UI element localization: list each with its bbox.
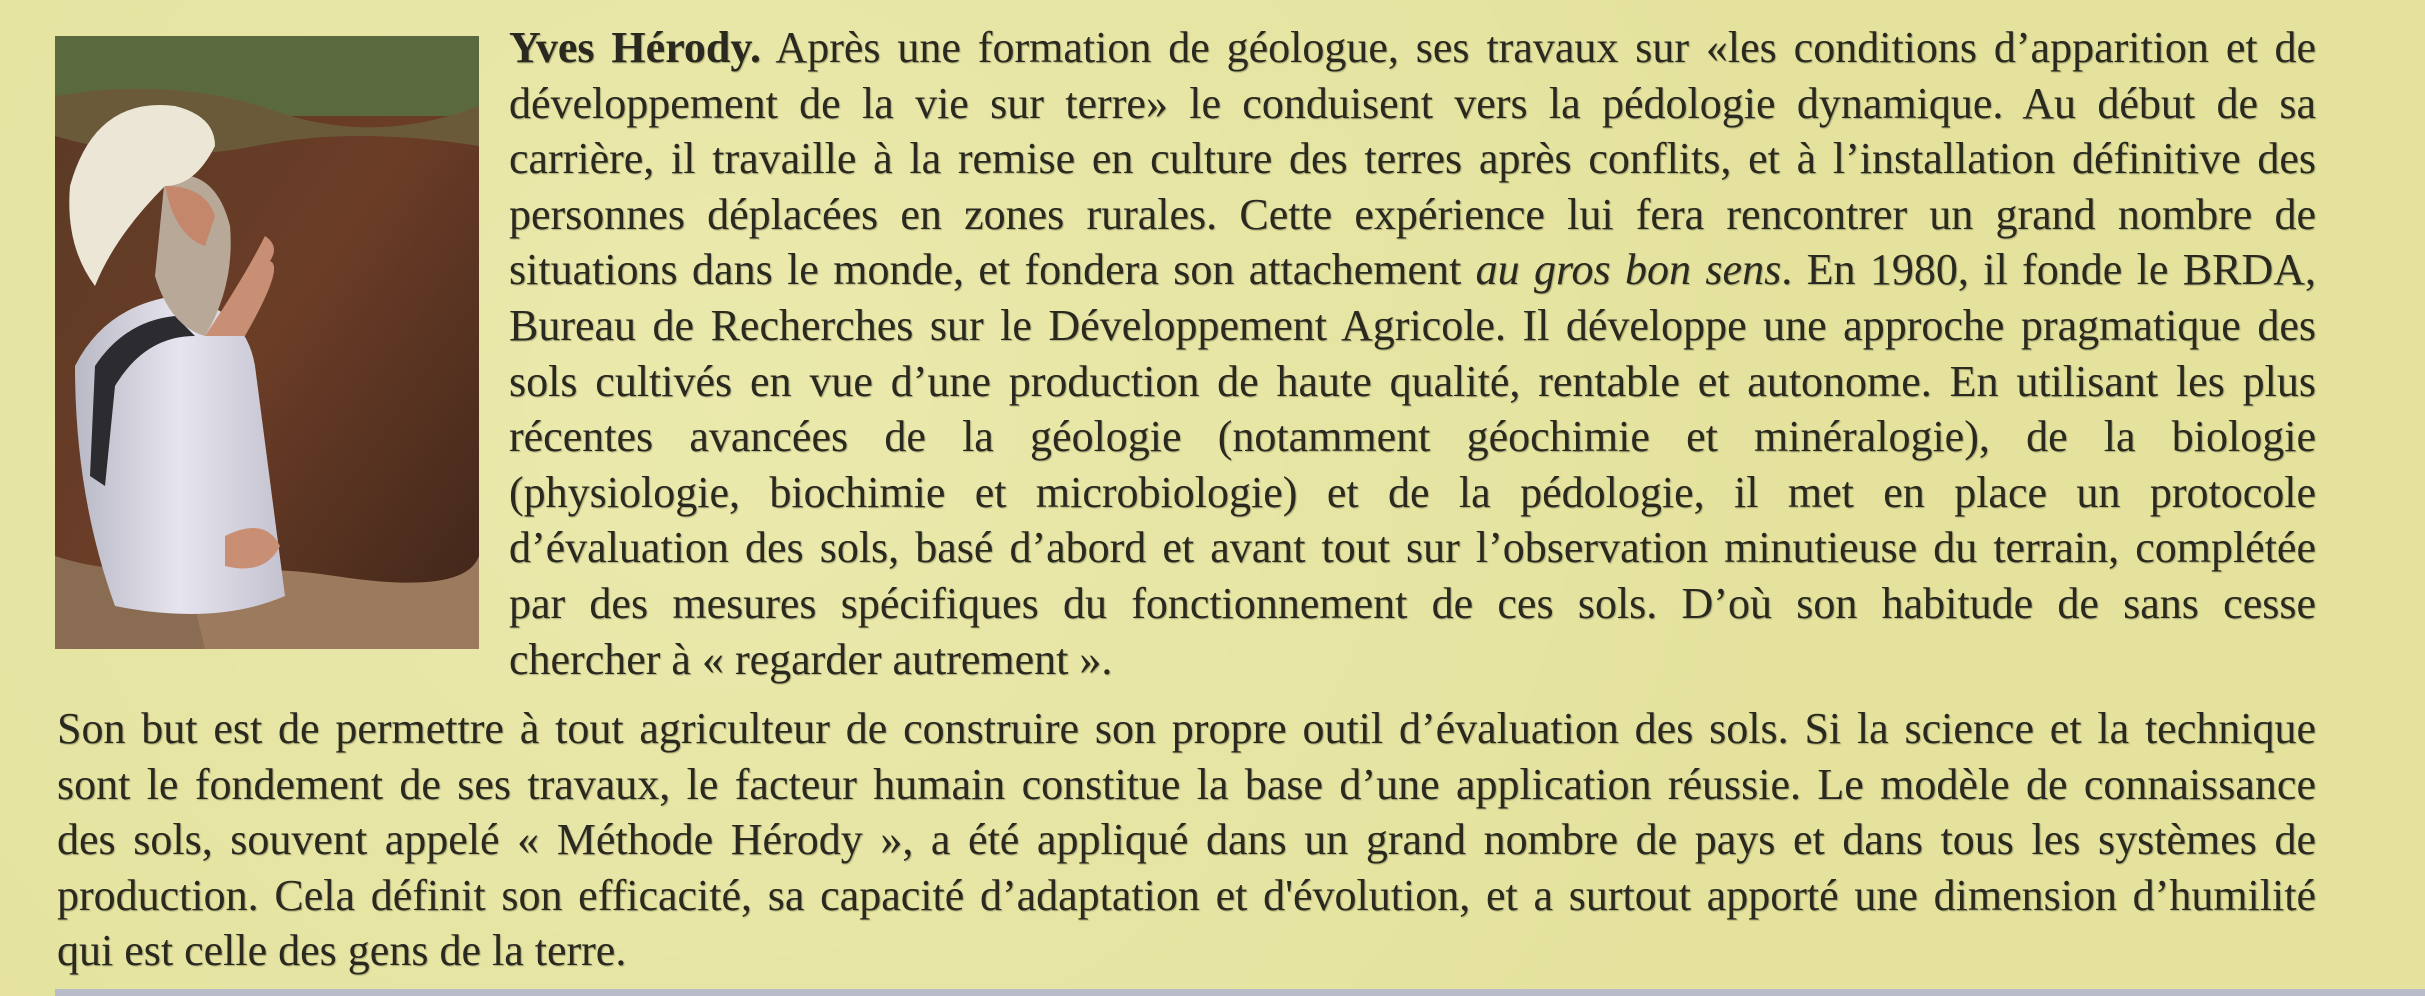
text-line: (physiologie, biochimie et microbiologie) et de la pédologie, il met en place un protocole: [509, 467, 2316, 517]
author-name: Yves Hérody.: [509, 23, 761, 72]
emphasis: au gros bon sens: [1475, 245, 1782, 295]
text-line: Bureau de Recherches sur le Développement Agricole. Il développe une approche pragmatique des: [509, 300, 2316, 350]
method-paragraph: [57, 701, 2316, 979]
text-line: des sols, souvent appelé « Méthode Hérody », a été appliqué dans un grand nombre de pays et dans tous les systèmes de: [57, 815, 2316, 865]
text-line: sont le fondement de ses travaux, le facteur humain constitue la base d’une application réussie. Le modèle de connaissance: [57, 759, 2316, 809]
biography-paragraph: [509, 20, 2316, 687]
author-photo: [55, 36, 479, 649]
text-line: récentes avancées de la géologie (notamment géochimie et minéralogie), de la biologie: [509, 412, 2316, 462]
text-line: développement de la vie sur terre» le conduisent vers la pédologie dynamique. Au début de sa: [509, 78, 2316, 128]
text-line: production. Cela définit son efficacité, sa capacité d’adaptation et d'évolution, et a surtout apporté une dimension d’humilité: [57, 870, 2316, 920]
text-line: sols cultivés en vue d’une production de haute qualité, rentable et autonome. En utilisant les plus: [509, 356, 2316, 406]
text-line: d’évaluation des sols, basé d’abord et avant tout sur l’observation minutieuse du terrain, complétée: [509, 523, 2316, 573]
bottom-color-band: [55, 989, 2425, 996]
text-line: personnes déplacées en zones rurales. Cette expérience lui fera rencontrer un grand nombre de: [509, 189, 2316, 239]
text-line: par des mesures spécifiques du fonctionnement de ces sols. D’où son habitude de sans cesse: [509, 578, 2316, 628]
text-line: Yves Hérody. Après une formation de géologue, ses travaux sur «les conditions d’apparition et de: [509, 23, 2316, 72]
text-line: chercher à « regarder autrement ».: [509, 634, 1113, 684]
text-line: carrière, il travaille à la remise en culture des terres après conflits, et à l’installation définitive des: [509, 134, 2316, 184]
text-line: Son but est de permettre à tout agriculteur de construire son propre outil d’évaluation des sols. Si la science et la technique: [57, 704, 2316, 753]
text-line: qui est celle des gens de la terre.: [57, 926, 627, 976]
text-line: situations dans le monde, et fondera son attachement au gros bon sens. En 1980, il fonde le BRDA,: [509, 245, 2316, 295]
